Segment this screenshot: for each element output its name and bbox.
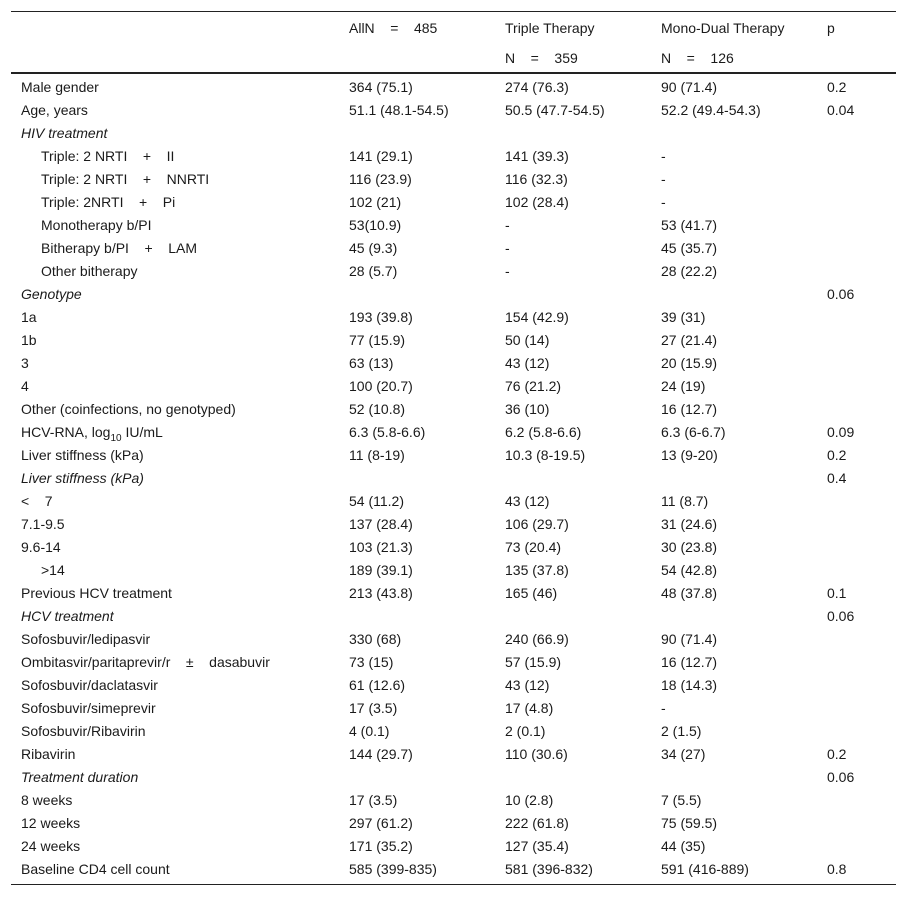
all-value-cell: 63 (13) [349, 355, 394, 371]
triple-value-cell: 106 (29.7) [505, 516, 569, 532]
mono-value-cell: 2 (1.5) [661, 723, 702, 739]
mono-value-cell: 39 (31) [661, 309, 706, 325]
triple-value-cell: 102 (28.4) [505, 194, 569, 210]
row-label: Male gender [21, 79, 99, 95]
triple-value-cell: 2 (0.1) [505, 723, 546, 739]
triple-value-cell [499, 467, 655, 490]
row-label-cell [11, 99, 343, 122]
p-value-cell [821, 398, 896, 421]
row-label: >14 [41, 562, 65, 578]
triple-value-cell: 222 (61.8) [505, 815, 569, 831]
row-label-cell [11, 444, 343, 467]
all-value-cell [343, 467, 499, 490]
mono-value-cell: 18 (14.3) [661, 677, 718, 693]
mono-value-cell: 53 (41.7) [661, 217, 718, 233]
row-label: Genotype [21, 286, 82, 302]
header-all-n-cell [343, 44, 499, 73]
row-label-cell [11, 789, 343, 812]
mono-value-cell: 13 (9-20) [661, 447, 718, 463]
p-value-cell [821, 260, 896, 283]
table-row [11, 352, 896, 375]
p-value-cell: 0.06 [827, 608, 855, 624]
mono-value-cell: 27 (21.4) [661, 332, 718, 348]
row-label-cell [11, 720, 343, 743]
p-value-cell: 0.8 [821, 858, 896, 885]
p-value-cell: 0.04 [827, 102, 855, 118]
row-label-cell [11, 513, 343, 536]
table-row [11, 812, 896, 835]
table-row [11, 858, 896, 885]
row-label-cell [11, 145, 343, 168]
row-label-cell [11, 697, 343, 720]
row-label-cell [11, 73, 343, 99]
mono-value-cell: - [661, 171, 666, 187]
table-row [11, 99, 896, 122]
mono-value-cell [655, 766, 821, 789]
table-header [11, 12, 896, 74]
mono-value-cell: 16 (12.7) [661, 401, 718, 417]
p-value-cell [821, 835, 896, 858]
p-value-cell [821, 812, 896, 835]
row-label: HCV-RNA, log [21, 424, 111, 440]
table-row [11, 720, 896, 743]
all-value-cell: 137 (28.4) [349, 516, 413, 532]
header-label-cell [11, 12, 343, 45]
mono-value-cell: 90 (71.4) [661, 79, 718, 95]
p-value-cell [821, 352, 896, 375]
row-label: 4 [21, 378, 29, 394]
row-label: Other bitherapy [41, 263, 138, 279]
table-row [11, 743, 896, 766]
row-label-subscript: 10 [110, 432, 122, 444]
p-value-cell [821, 490, 896, 513]
row-label: 24 weeks [21, 838, 81, 854]
table-body [11, 73, 896, 885]
table-row [11, 651, 896, 674]
row-label-cell [11, 306, 343, 329]
all-value-cell: 54 (11.2) [349, 493, 404, 509]
header-row-2 [11, 44, 896, 73]
p-value-cell: 0.2 [827, 746, 847, 762]
triple-value-cell: 50 (14) [505, 332, 550, 348]
triple-value-cell: 17 (4.8) [505, 700, 554, 716]
row-label-cell [11, 191, 343, 214]
all-value-cell: 52 (10.8) [349, 401, 406, 417]
all-value-cell: 364 (75.1) [349, 79, 413, 95]
all-value-cell: 116 (23.9) [349, 171, 412, 187]
all-value-cell: 17 (3.5) [349, 792, 398, 808]
p-value-cell [821, 559, 896, 582]
p-value-cell [821, 237, 896, 260]
mono-value-cell: 24 (19) [661, 378, 706, 394]
row-label-cell [11, 674, 343, 697]
all-value-cell [343, 122, 499, 145]
triple-value-cell: - [505, 240, 510, 256]
p-value-cell [821, 329, 896, 352]
triple-value-cell: 43 (12) [505, 355, 550, 371]
mono-value-cell: 34 (27) [661, 746, 706, 762]
all-value-cell: 28 (5.7) [349, 263, 398, 279]
row-label-cell [11, 168, 343, 191]
row-label-cell [11, 582, 343, 605]
mono-value-cell: 31 (24.6) [661, 516, 718, 532]
p-value-cell [821, 651, 896, 674]
triple-value-cell: 6.2 (5.8-6.6) [505, 424, 582, 440]
mono-value-cell: 11 (8.7) [661, 493, 709, 509]
row-label: Sofosbuvir/daclatasvir [21, 677, 158, 693]
row-label-cell [11, 352, 343, 375]
table-row [11, 73, 896, 99]
row-label-cell [11, 375, 343, 398]
p-value-cell [821, 214, 896, 237]
mono-value-cell: 591 (416-889) [655, 858, 821, 885]
mono-value-cell: 44 (35) [661, 838, 706, 854]
row-label-cell [11, 812, 343, 835]
all-value-cell: 77 (15.9) [349, 332, 406, 348]
table-row [11, 306, 896, 329]
triple-value-cell: 50.5 (47.7-54.5) [505, 102, 605, 118]
section-row [11, 122, 896, 145]
p-value-cell [821, 191, 896, 214]
row-label-cell [11, 329, 343, 352]
row-label: Triple: 2 NRTI + NNRTI [41, 171, 210, 187]
p-value-cell [821, 306, 896, 329]
header-p-cell: p [821, 12, 896, 45]
mono-value-cell: 16 (12.7) [661, 654, 718, 670]
triple-value-cell: 57 (15.9) [505, 654, 562, 670]
all-value-cell: 6.3 (5.8-6.6) [349, 424, 426, 440]
row-label: 1a [21, 309, 37, 325]
triple-value-cell: 116 (32.3) [505, 171, 568, 187]
triple-value-cell: 240 (66.9) [505, 631, 569, 647]
table-row [11, 697, 896, 720]
triple-value-cell [499, 283, 655, 306]
row-label: 8 weeks [21, 792, 73, 808]
header-label-cell [11, 44, 343, 73]
section-row [11, 467, 896, 490]
p-value-cell [821, 168, 896, 191]
table-row [11, 835, 896, 858]
baseline-characteristics-table [11, 11, 896, 885]
triple-value-cell: 110 (30.6) [505, 746, 568, 762]
row-label: Treatment duration [21, 769, 139, 785]
section-row [11, 283, 896, 306]
table-row [11, 260, 896, 283]
p-value-cell [821, 145, 896, 168]
mono-value-cell: 30 (23.8) [661, 539, 718, 555]
row-label-cell [11, 559, 343, 582]
row-label-cell [11, 490, 343, 513]
all-value-cell [343, 766, 499, 789]
table-row [11, 674, 896, 697]
triple-value-cell: 10.3 (8-19.5) [505, 447, 586, 463]
p-value-cell: 0.4 [827, 470, 847, 486]
p-value-cell: 0.06 [827, 769, 855, 785]
mono-value-cell: 7 (5.5) [661, 792, 702, 808]
mono-value-cell: 28 (22.2) [661, 263, 718, 279]
section-label-cell [11, 605, 343, 628]
all-value-cell: 193 (39.8) [349, 309, 413, 325]
triple-value-cell: 274 (76.3) [505, 79, 569, 95]
row-label: 9.6-14 [21, 539, 61, 555]
mono-value-cell: 54 (42.8) [661, 562, 718, 578]
triple-value-cell: 73 (20.4) [505, 539, 562, 555]
all-value-cell: 61 (12.6) [349, 677, 406, 693]
row-label: Other (coinfections, no genotyped) [21, 401, 236, 417]
triple-value-cell [499, 122, 655, 145]
section-label-cell [11, 283, 343, 306]
row-label-cell [11, 237, 343, 260]
mono-value-cell: 52.2 (49.4-54.3) [661, 102, 761, 118]
mono-value-cell [655, 122, 821, 145]
section-row [11, 766, 896, 789]
section-label-cell [11, 467, 343, 490]
header-triple-cell: Triple Therapy [499, 12, 655, 45]
mono-value-cell: 90 (71.4) [661, 631, 718, 647]
table-row [11, 329, 896, 352]
triple-value-cell: - [505, 263, 510, 279]
row-label: 3 [21, 355, 29, 371]
table-container [11, 11, 896, 885]
all-value-cell: 585 (399-835) [343, 858, 499, 885]
mono-value-cell [655, 467, 821, 490]
table-row [11, 398, 896, 421]
p-value-cell [821, 674, 896, 697]
all-value-cell: 73 (15) [349, 654, 394, 670]
triple-value-cell: 581 (396-832) [499, 858, 655, 885]
all-value-cell: 213 (43.8) [349, 585, 413, 601]
row-label: HCV treatment [21, 608, 114, 624]
all-value-cell: 141 (29.1) [349, 148, 413, 164]
triple-value-cell [499, 766, 655, 789]
header-triple-n-cell: N = 359 [499, 44, 655, 73]
triple-value-cell [499, 605, 655, 628]
table-row [11, 168, 896, 191]
header-all-cell: AllN = 485 [343, 12, 499, 45]
p-value-cell: 0.1 [827, 585, 847, 601]
table-row [11, 513, 896, 536]
triple-value-cell: 76 (21.2) [505, 378, 562, 394]
mono-value-cell: 75 (59.5) [661, 815, 718, 831]
row-label-cell [11, 260, 343, 283]
all-value-cell [343, 283, 499, 306]
row-label-cell [11, 214, 343, 237]
row-label: Triple: 2NRTI + Pi [41, 194, 176, 210]
row-label-cell [11, 628, 343, 651]
mono-value-cell: - [661, 148, 666, 164]
row-label: 12 weeks [21, 815, 81, 831]
all-value-cell: 102 (21) [349, 194, 402, 210]
triple-value-cell: 141 (39.3) [505, 148, 569, 164]
section-label-cell [11, 122, 343, 145]
p-value-cell: 0.09 [827, 424, 855, 440]
table-row [11, 191, 896, 214]
triple-value-cell: 10 (2.8) [505, 792, 554, 808]
mono-value-cell [655, 605, 821, 628]
p-value-cell [821, 122, 896, 145]
p-value-cell [821, 720, 896, 743]
p-value-cell [821, 375, 896, 398]
all-value-cell: 11 (8-19) [349, 447, 405, 463]
row-label: HIV treatment [21, 125, 108, 141]
mono-value-cell: 45 (35.7) [661, 240, 718, 256]
section-row [11, 605, 896, 628]
all-value-cell: 189 (39.1) [349, 562, 413, 578]
row-label: Ribavirin [21, 746, 76, 762]
all-value-cell: 297 (61.2) [349, 815, 413, 831]
mono-value-cell: 48 (37.8) [661, 585, 718, 601]
all-value-cell: 171 (35.2) [349, 838, 413, 854]
p-value-cell [821, 697, 896, 720]
row-label: Age, years [21, 102, 88, 118]
all-value-cell: 17 (3.5) [349, 700, 398, 716]
all-value-cell: 4 (0.1) [349, 723, 390, 739]
row-label-suffix: IU/mL [121, 424, 163, 440]
row-label: Liver stiffness (kPa) [21, 470, 144, 486]
header-mono-cell: Mono-Dual Therapy [655, 12, 821, 45]
mono-value-cell: 20 (15.9) [661, 355, 718, 371]
table-row [11, 559, 896, 582]
triple-value-cell: 154 (42.9) [505, 309, 569, 325]
row-label-cell [11, 421, 343, 444]
all-value-cell: 330 (68) [349, 631, 402, 647]
mono-value-cell: - [661, 194, 666, 210]
header-p-cell [821, 44, 896, 73]
header-row-1 [11, 12, 896, 45]
mono-value-cell: 6.3 (6-6.7) [661, 424, 726, 440]
row-label: < 7 [21, 493, 53, 509]
row-label: Ombitasvir/paritaprevir/r ± dasabuvir [21, 654, 270, 670]
triple-value-cell: - [505, 217, 510, 233]
table-row [11, 490, 896, 513]
triple-value-cell: 36 (10) [505, 401, 550, 417]
triple-value-cell: 165 (46) [505, 585, 558, 601]
table-row [11, 444, 896, 467]
row-label-cell [11, 835, 343, 858]
header-mono-n-cell: N = 126 [655, 44, 821, 73]
row-label-cell [11, 536, 343, 559]
all-value-cell: 144 (29.7) [349, 746, 413, 762]
mono-value-cell [655, 283, 821, 306]
table-row [11, 628, 896, 651]
p-value-cell: 0.2 [827, 79, 847, 95]
table-row [11, 421, 896, 444]
all-value-cell: 53(10.9) [349, 217, 402, 233]
p-value-cell [821, 536, 896, 559]
section-label-cell [11, 766, 343, 789]
table-row [11, 582, 896, 605]
table-row [11, 536, 896, 559]
p-value-cell [821, 789, 896, 812]
mono-value-cell: - [661, 700, 666, 716]
p-value-cell: 0.2 [827, 447, 847, 463]
p-value-cell [821, 628, 896, 651]
row-label: Bitherapy b/PI + LAM [41, 240, 198, 256]
row-label: Liver stiffness (kPa) [21, 447, 144, 463]
table-row [11, 214, 896, 237]
row-label: 7.1-9.5 [21, 516, 65, 532]
p-value-cell [821, 513, 896, 536]
all-value-cell [343, 605, 499, 628]
table-row [11, 237, 896, 260]
row-label: Monotherapy b/PI [41, 217, 152, 233]
row-label: Sofosbuvir/Ribavirin [21, 723, 146, 739]
row-label: Baseline CD4 cell count [21, 861, 170, 877]
triple-value-cell: 43 (12) [505, 677, 550, 693]
table-row [11, 375, 896, 398]
all-value-cell: 103 (21.3) [349, 539, 413, 555]
row-label-cell [11, 858, 343, 885]
row-label: Triple: 2 NRTI + II [41, 148, 175, 164]
all-value-cell: 100 (20.7) [349, 378, 413, 394]
row-label-cell [11, 743, 343, 766]
triple-value-cell: 43 (12) [505, 493, 550, 509]
row-label-cell [11, 651, 343, 674]
row-label: Sofosbuvir/ledipasvir [21, 631, 151, 647]
p-value-cell: 0.06 [827, 286, 855, 302]
triple-value-cell: 127 (35.4) [505, 838, 569, 854]
triple-value-cell: 135 (37.8) [505, 562, 569, 578]
row-label-cell [11, 398, 343, 421]
row-label: 1b [21, 332, 37, 348]
table-row [11, 789, 896, 812]
table-row [11, 145, 896, 168]
all-value-cell: 45 (9.3) [349, 240, 398, 256]
all-value-cell: 51.1 (48.1-54.5) [349, 102, 449, 118]
row-label: Sofosbuvir/simeprevir [21, 700, 156, 716]
row-label: Previous HCV treatment [21, 585, 172, 601]
